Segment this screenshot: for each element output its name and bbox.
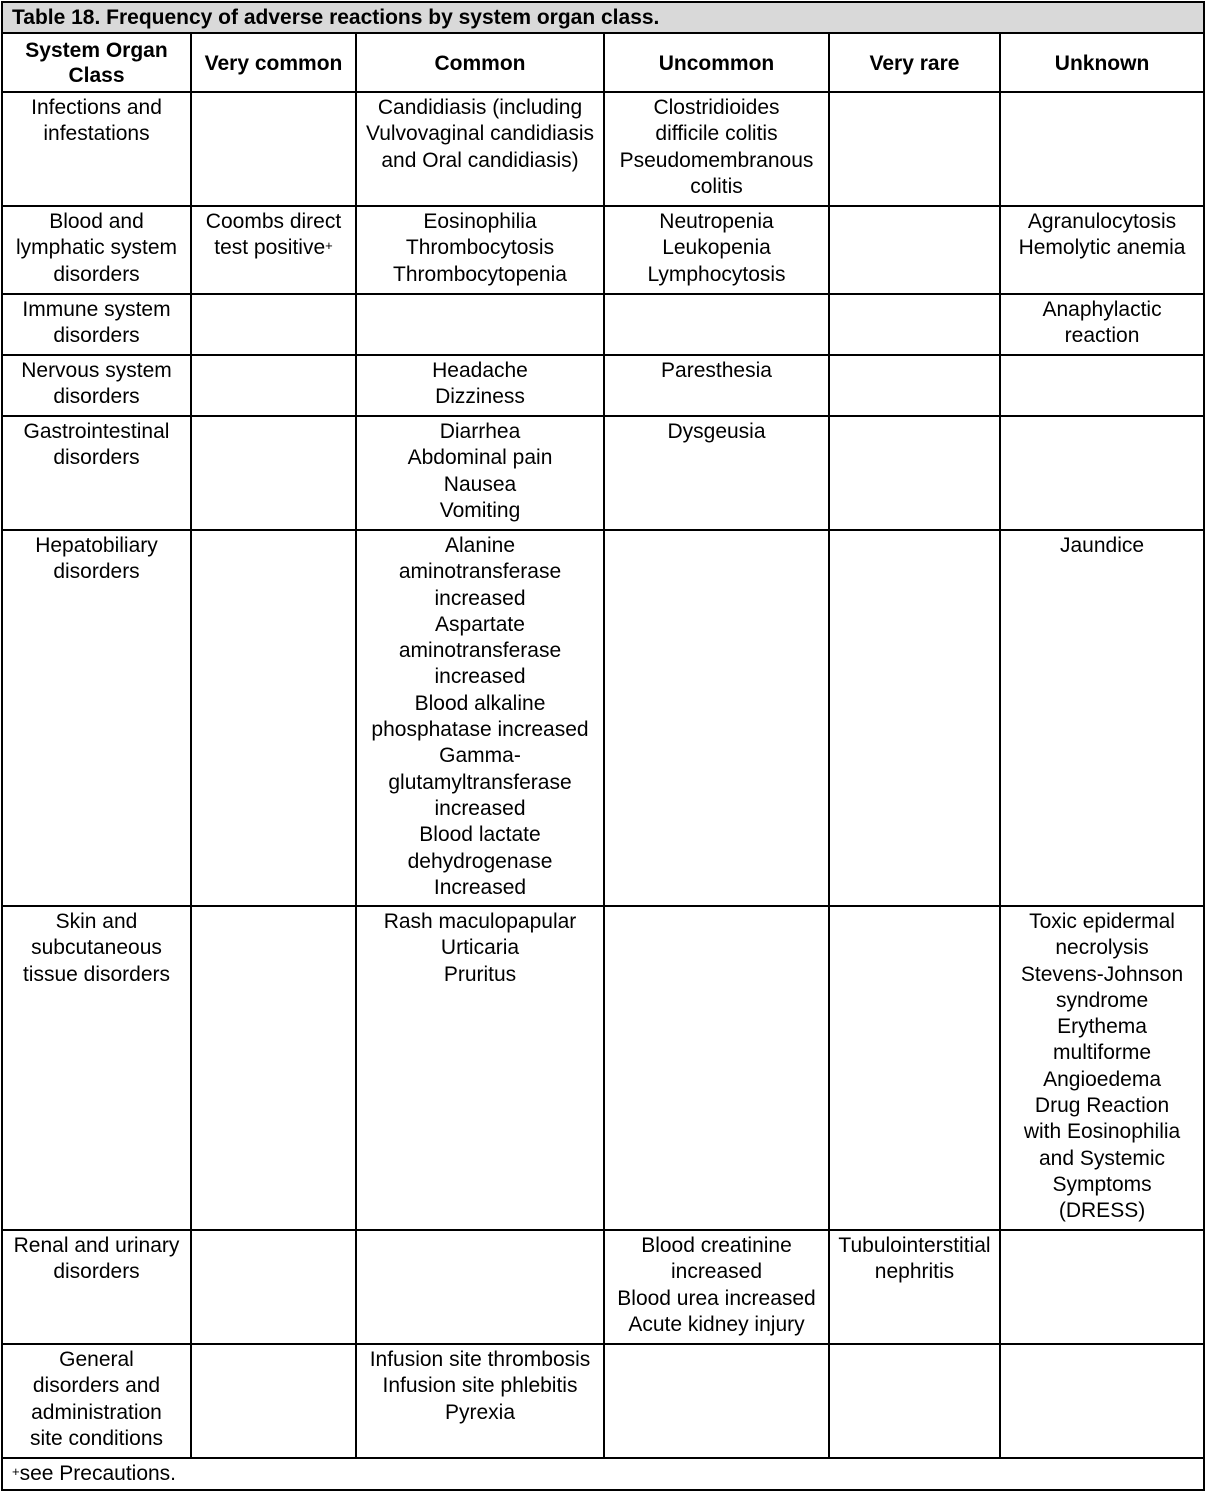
uncommon-cell: [604, 416, 829, 530]
cell-text-line: [3, 95, 190, 121]
cell-text: nephritis: [874, 1260, 955, 1284]
table-row: [2, 1344, 1204, 1458]
cell-text: phosphatase increased: [371, 718, 589, 742]
cell-text: Lymphocytosis: [647, 262, 786, 286]
cell-text-line: [3, 358, 190, 384]
cell-text: Clostridioides: [653, 96, 780, 119]
cell-text-line: [3, 384, 190, 410]
footnote-marker: +: [12, 1463, 20, 1479]
common-cell: [356, 530, 604, 906]
uncommon-cell: [604, 206, 829, 294]
system-organ-class-cell: [2, 906, 191, 1230]
common-cell: [356, 92, 604, 206]
cell-text: Dizziness: [435, 385, 525, 409]
cell-text: Thrombocytosis: [405, 236, 555, 260]
cell-text-line: [3, 533, 190, 559]
cell-text: Vulvovaginal candidiasis: [365, 122, 595, 146]
cell-text: (DRESS): [1058, 1199, 1146, 1223]
cell-text-line: [357, 498, 603, 524]
cell-text: with Eosinophilia: [1023, 1120, 1181, 1144]
cell-text: infestations: [43, 122, 150, 146]
cell-text-line: [357, 638, 603, 664]
cell-text-line: [3, 1259, 190, 1285]
cell-text: Hepatobiliary: [35, 534, 158, 557]
cell-text-line: [357, 875, 603, 901]
cell-text-line: [605, 262, 828, 288]
cell-text-line: [357, 1347, 603, 1373]
common-cell: [356, 416, 604, 530]
cell-text-line: [1001, 962, 1203, 988]
cell-text-line: [357, 235, 603, 261]
cell-text-line: [605, 1312, 828, 1338]
cell-text: Nausea: [443, 472, 517, 496]
uncommon-cell: [604, 355, 829, 416]
cell-text-line: [1001, 235, 1203, 261]
cell-text-line: [1001, 935, 1203, 961]
cell-text-line: [357, 717, 603, 743]
cell-text-line: [3, 262, 190, 288]
cell-text: Pyrexia: [444, 1400, 516, 1424]
unknown-cell: [1000, 530, 1204, 906]
cell-text: Acute kidney injury: [628, 1312, 805, 1336]
unknown-cell: [1000, 355, 1204, 416]
cell-text-line: [3, 209, 190, 235]
cell-text: increased: [434, 665, 526, 689]
cell-text-line: [357, 796, 603, 822]
cell-text: Nervous system: [21, 359, 172, 382]
cell-text: tissue disorders: [22, 962, 171, 986]
cell-text-line: [605, 95, 828, 121]
cell-text-line: [605, 358, 828, 384]
system-organ-class-cell: [2, 416, 191, 530]
cell-text-line: [357, 148, 603, 174]
very-rare-cell: [829, 1230, 1000, 1344]
cell-text: Candidiasis (including: [377, 96, 583, 119]
cell-text: Agranulocytosis: [1027, 210, 1177, 233]
table-footnote: [2, 1458, 1204, 1490]
cell-text: disorders and: [32, 1374, 161, 1398]
very-rare-cell: [829, 530, 1000, 906]
cell-text: Diarrhea: [439, 420, 521, 443]
cell-text-line: [357, 691, 603, 717]
cell-text-line: [3, 1373, 190, 1399]
column-header-label: System Organ Class: [25, 39, 168, 87]
cell-text: Eosinophilia: [423, 210, 537, 233]
cell-text-line: [357, 1373, 603, 1399]
cell-text: Alanine: [444, 534, 516, 557]
cell-text-line: [3, 935, 190, 961]
cell-text: Dysgeusia: [667, 420, 766, 443]
uncommon-cell: [604, 906, 829, 1230]
column-header-unknown: Unknown: [1000, 33, 1204, 92]
cell-text: disorders: [53, 262, 140, 286]
cell-text: dehydrogenase: [407, 849, 553, 873]
table-row: [2, 1230, 1204, 1344]
very-rare-cell: [829, 355, 1000, 416]
cell-text: Pseudomembranous: [619, 148, 814, 172]
very-common-cell: [191, 1230, 356, 1344]
cell-text-line: [605, 1233, 828, 1259]
cell-text-line: [357, 664, 603, 690]
cell-text-line: [3, 297, 190, 323]
common-cell: [356, 1230, 604, 1344]
cell-text-line: [830, 1233, 999, 1259]
cell-text: Hemolytic anemia: [1018, 236, 1186, 260]
very-rare-cell: [829, 1344, 1000, 1458]
cell-text-line: [357, 849, 603, 875]
system-organ-class-cell: [2, 1230, 191, 1344]
cell-text-line: [1001, 1119, 1203, 1145]
cell-text-line: [3, 419, 190, 445]
cell-text-line: [357, 209, 603, 235]
cell-text: Blood and: [49, 210, 144, 233]
cell-text-line: [1001, 988, 1203, 1014]
cell-text-line: [357, 358, 603, 384]
cell-text: Rash maculopapular: [383, 910, 577, 933]
cell-text-line: [357, 612, 603, 638]
cell-text-line: [1001, 1172, 1203, 1198]
cell-text-line: [357, 559, 603, 585]
cell-text: Tubulointerstitial: [838, 1234, 991, 1257]
very-common-cell: [191, 355, 356, 416]
cell-text: Blood urea increased: [617, 1286, 816, 1310]
table-row: [2, 906, 1204, 1230]
cell-text-line: [1001, 909, 1203, 935]
cell-text: Symptoms: [1052, 1172, 1152, 1196]
cell-text-line: [605, 121, 828, 147]
cell-text-line: [357, 445, 603, 471]
precaution-marker: +: [325, 238, 333, 254]
cell-text: Infusion site phlebitis: [382, 1374, 578, 1398]
common-cell: [356, 355, 604, 416]
cell-text: difficile colitis: [655, 122, 778, 146]
adverse-reactions-table: [1, 1, 1205, 1491]
table-caption: Table 18. Frequency of adverse reactions by system organ class.: [2, 2, 1204, 33]
cell-text: disorders: [53, 446, 140, 470]
cell-text: Jaundice: [1060, 534, 1145, 557]
cell-text-line: [357, 121, 603, 147]
cell-text-line: [1001, 1014, 1203, 1040]
cell-text-line: [357, 909, 603, 935]
cell-text-line: [357, 962, 603, 988]
very-common-cell: [191, 206, 356, 294]
cell-text: disorders: [53, 385, 140, 409]
unknown-cell: [1000, 206, 1204, 294]
cell-text: necrolysis: [1055, 936, 1149, 960]
cell-text: increased: [434, 586, 526, 610]
cell-text-line: [1001, 1040, 1203, 1066]
cell-text: Immune system: [22, 298, 171, 321]
very-common-cell: [191, 92, 356, 206]
uncommon-cell: [604, 1344, 829, 1458]
cell-text: colitis: [690, 174, 743, 198]
table-row: [2, 416, 1204, 530]
cell-text: administration: [31, 1400, 162, 1424]
very-rare-cell: [829, 416, 1000, 530]
cell-text: aminotransferase: [398, 639, 562, 663]
cell-text: Gamma-: [439, 744, 521, 768]
cell-text: Aspartate: [435, 612, 525, 636]
cell-text-line: [1001, 1198, 1203, 1224]
cell-text: Pruritus: [443, 962, 517, 986]
system-organ-class-cell: [2, 294, 191, 355]
column-header-common: Common: [356, 33, 604, 92]
very-rare-cell: [829, 906, 1000, 1230]
cell-text: Renal and urinary: [13, 1234, 180, 1257]
cell-text: Anaphylactic: [1042, 298, 1162, 321]
cell-text: glutamyltransferase: [388, 770, 572, 794]
cell-text-line: [3, 323, 190, 349]
cell-text: Blood lactate: [419, 823, 541, 847]
unknown-cell: [1000, 294, 1204, 355]
common-cell: [356, 206, 604, 294]
very-rare-cell: [829, 92, 1000, 206]
cell-text: increased: [434, 796, 526, 820]
cell-text: Paresthesia: [661, 359, 772, 382]
cell-text: Urticaria: [440, 936, 520, 960]
cell-text-line: [3, 1400, 190, 1426]
cell-text: Increased: [433, 875, 527, 899]
cell-text: and Oral candidiasis): [381, 148, 579, 172]
cell-text-line: [357, 770, 603, 796]
cell-text: Neutropenia: [659, 210, 774, 233]
cell-text-line: [3, 962, 190, 988]
very-common-cell: [191, 416, 356, 530]
system-organ-class-cell: [2, 206, 191, 294]
footnote-text: see Precautions.: [19, 1461, 177, 1485]
cell-text: test positive: [214, 236, 326, 260]
unknown-cell: [1000, 1230, 1204, 1344]
cell-text-line: [3, 121, 190, 147]
very-rare-cell: [829, 206, 1000, 294]
uncommon-cell: [604, 530, 829, 906]
cell-text-line: [357, 743, 603, 769]
very-common-cell: [191, 906, 356, 1230]
cell-text: Leukopenia: [662, 236, 771, 260]
table-caption-row: [2, 2, 1204, 33]
uncommon-cell: [604, 294, 829, 355]
cell-text-line: [1001, 297, 1203, 323]
cell-text-line: [3, 1233, 190, 1259]
cell-text-line: [357, 1400, 603, 1426]
cell-text-line: [357, 95, 603, 121]
cell-text: Skin and: [55, 910, 138, 933]
system-organ-class-cell: [2, 530, 191, 906]
very-common-cell: [191, 530, 356, 906]
unknown-cell: [1000, 92, 1204, 206]
cell-text-line: [605, 148, 828, 174]
cell-text: Infusion site thrombosis: [369, 1348, 591, 1371]
cell-text: aminotransferase: [398, 560, 562, 584]
cell-text-line: [1001, 533, 1203, 559]
table-row: [2, 355, 1204, 416]
cell-text: disorders: [53, 324, 140, 348]
common-cell: [356, 294, 604, 355]
cell-text-line: [605, 174, 828, 200]
common-cell: [356, 1344, 604, 1458]
uncommon-cell: [604, 92, 829, 206]
cell-text: Headache: [432, 359, 528, 382]
cell-text-line: [605, 235, 828, 261]
cell-text: Coombs direct: [205, 210, 342, 233]
cell-text-line: [1001, 1093, 1203, 1119]
cell-text-line: [357, 533, 603, 559]
cell-text: General: [59, 1348, 134, 1371]
cell-text: Abdominal pain: [407, 446, 553, 470]
cell-text: Vomiting: [439, 498, 521, 522]
table-row: [2, 206, 1204, 294]
cell-text-line: [3, 1426, 190, 1452]
cell-text-line: [1001, 323, 1203, 349]
cell-text-line: [357, 822, 603, 848]
cell-text-line: [1001, 1067, 1203, 1093]
cell-text: Angioedema: [1043, 1067, 1161, 1091]
cell-text: site conditions: [29, 1426, 164, 1450]
table-footnote-row: [2, 1458, 1204, 1490]
cell-text: Blood alkaline: [414, 691, 546, 715]
very-common-cell: [191, 1344, 356, 1458]
table-row: [2, 92, 1204, 206]
cell-text-line: [605, 209, 828, 235]
cell-text: lymphatic system: [15, 236, 178, 260]
cell-text-line: [830, 1259, 999, 1285]
cell-text-line: [192, 209, 355, 235]
cell-text-line: [357, 262, 603, 288]
cell-text-line: [605, 1259, 828, 1285]
table-header-row: [2, 33, 1204, 92]
cell-text: Infections and: [31, 96, 162, 119]
column-header-system-organ-class: [2, 33, 191, 92]
cell-text: Drug Reaction: [1034, 1094, 1170, 1118]
cell-text: Erythema: [1057, 1015, 1147, 1039]
cell-text: Gastrointestinal: [23, 420, 170, 443]
cell-text-line: [3, 235, 190, 261]
table-row: [2, 530, 1204, 906]
unknown-cell: [1000, 416, 1204, 530]
cell-text: Stevens-Johnson: [1020, 962, 1184, 986]
column-header-very-rare: Very rare: [829, 33, 1000, 92]
cell-text: and Systemic: [1039, 1146, 1166, 1170]
unknown-cell: [1000, 1344, 1204, 1458]
system-organ-class-cell: [2, 92, 191, 206]
cell-text: multiforme: [1053, 1041, 1152, 1065]
cell-text-line: [357, 419, 603, 445]
cell-text-line: [3, 1347, 190, 1373]
very-rare-cell: [829, 294, 1000, 355]
cell-text-line: [357, 586, 603, 612]
cell-text-line: [605, 419, 828, 445]
cell-text: Blood creatinine: [641, 1234, 792, 1257]
cell-text-line: [3, 445, 190, 471]
cell-text: reaction: [1064, 324, 1140, 348]
cell-text-line: [3, 559, 190, 585]
cell-text-line: [357, 935, 603, 961]
cell-text-line: [357, 472, 603, 498]
cell-text-line: [1001, 1146, 1203, 1172]
cell-text: syndrome: [1055, 988, 1149, 1012]
column-header-uncommon: Uncommon: [604, 33, 829, 92]
system-organ-class-cell: [2, 1344, 191, 1458]
cell-text: increased: [670, 1260, 763, 1284]
cell-text: Thrombocytopenia: [393, 262, 567, 286]
column-header-very-common: Very common: [191, 33, 356, 92]
table-row: [2, 294, 1204, 355]
cell-text-line: [192, 235, 355, 261]
cell-text: Toxic epidermal: [1029, 910, 1175, 933]
cell-text-line: [357, 384, 603, 410]
uncommon-cell: [604, 1230, 829, 1344]
unknown-cell: [1000, 906, 1204, 1230]
cell-text: disorders: [53, 560, 140, 584]
system-organ-class-cell: [2, 355, 191, 416]
cell-text-line: [1001, 209, 1203, 235]
cell-text-line: [3, 909, 190, 935]
common-cell: [356, 906, 604, 1230]
cell-text-line: [605, 1286, 828, 1312]
very-common-cell: [191, 294, 356, 355]
cell-text: subcutaneous: [31, 936, 162, 960]
cell-text: disorders: [53, 1260, 140, 1284]
